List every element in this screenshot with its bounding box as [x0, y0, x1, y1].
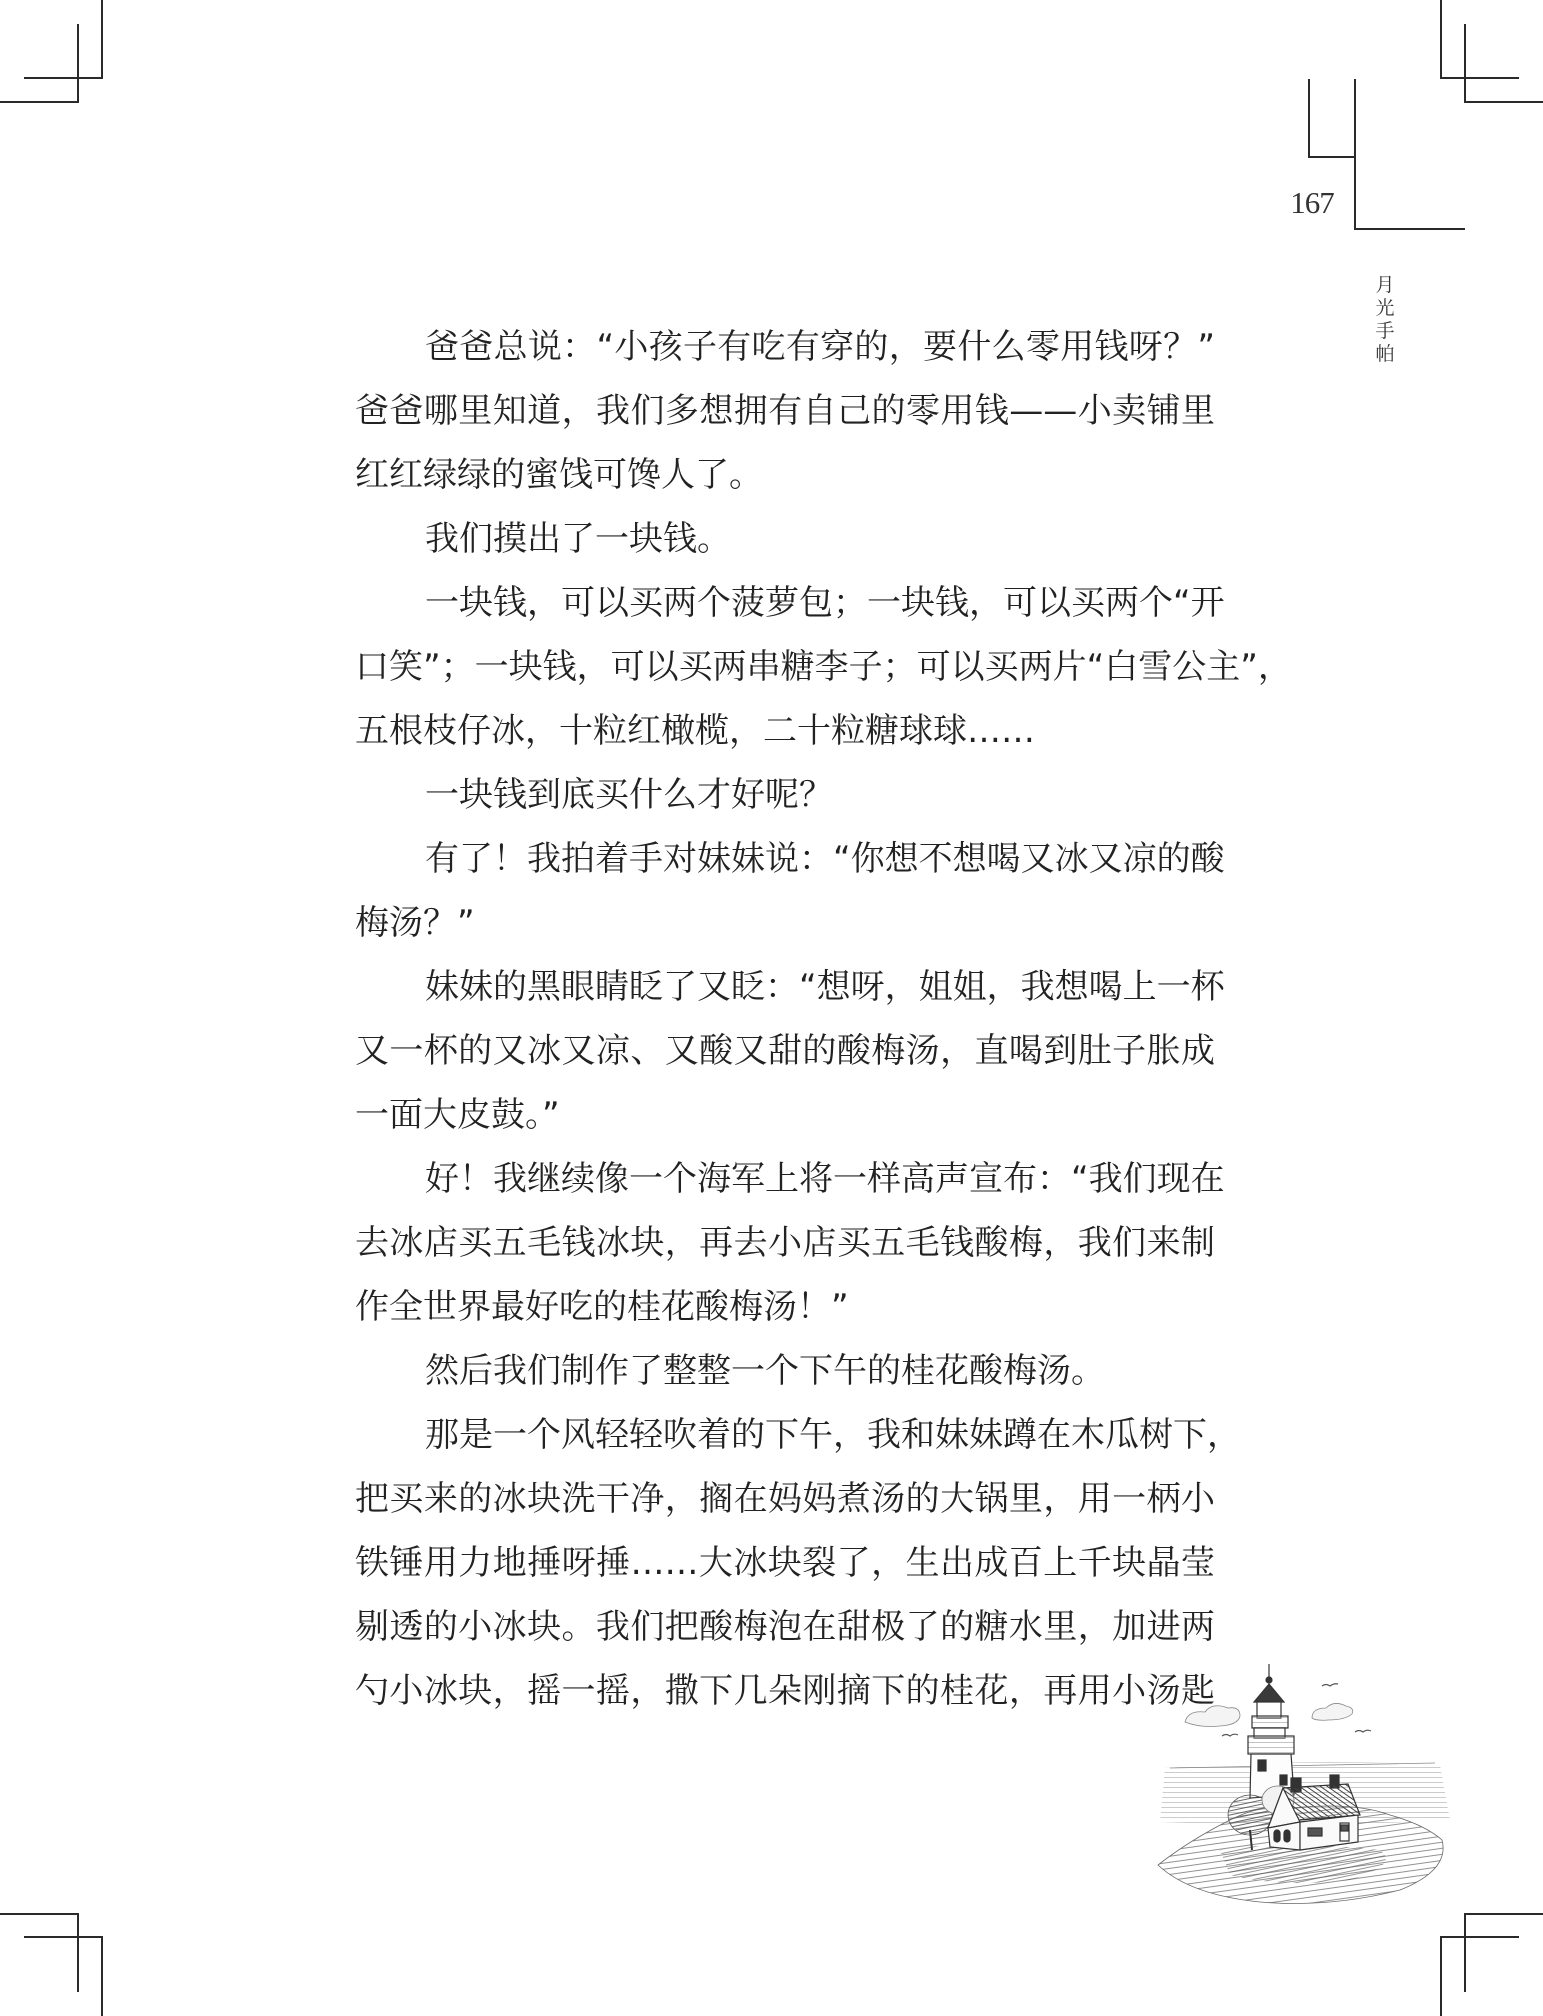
- running-title-char: 帕: [1375, 343, 1395, 365]
- text-line: 一面大皮鼓。”: [355, 1095, 560, 1135]
- text-line: 妹妹的黑眼睛眨了又眨：“想呀，姐姐，我想喝上一杯: [425, 967, 1225, 1007]
- text-line: 口笑”；一块钱，可以买两串糖李子；可以买两片“白雪公主”，: [355, 647, 1292, 687]
- text-line: 把买来的冰块洗干净，搁在妈妈煮汤的大锅里，用一柄小: [355, 1479, 1215, 1519]
- text-line: 铁锤用力地捶呀捶……大冰块裂了，生出成百上千块晶莹: [355, 1543, 1215, 1583]
- text-line: 一块钱到底买什么才好呢？: [425, 775, 833, 815]
- crop-mark: [24, 1936, 103, 1938]
- crop-mark: [0, 101, 79, 103]
- crop-mark: [1440, 1936, 1519, 1938]
- text-line: 去冰店买五毛钱冰块，再去小店买五毛钱酸梅，我们来制: [355, 1223, 1215, 1263]
- crop-mark: [1464, 1913, 1543, 1915]
- text-line: 作全世界最好吃的桂花酸梅汤！”: [355, 1287, 849, 1327]
- crop-mark: [1440, 0, 1442, 79]
- crop-mark: [77, 24, 79, 103]
- page-number: 167: [1290, 185, 1334, 220]
- running-title-char: 光: [1375, 297, 1395, 319]
- text-line: 红红绿绿的蜜饯可馋人了。: [355, 455, 763, 495]
- text-line: 爸爸哪里知道，我们多想拥有自己的零用钱——小卖铺里: [355, 391, 1215, 431]
- crop-mark: [0, 1913, 79, 1915]
- text-line: 五根枝仔冰，十粒红橄榄，二十粒糖球球……: [355, 711, 1035, 751]
- text-line: 那是一个风轻轻吹着的下午，我和妹妹蹲在木瓜树下，: [425, 1415, 1241, 1455]
- lighthouse-illustration: [1150, 1650, 1470, 1930]
- text-line: 然后我们制作了整整一个下午的桂花酸梅汤。: [425, 1351, 1105, 1391]
- text-line: 梅汤？”: [355, 903, 475, 943]
- running-title-char: 月: [1375, 274, 1395, 296]
- crop-mark: [1440, 77, 1519, 79]
- text-line: 有了！我拍着手对妹妹说：“你想不想喝又冰又凉的酸: [425, 839, 1225, 879]
- header-bracket-line: [1308, 156, 1355, 158]
- crop-mark: [1464, 24, 1466, 103]
- crop-mark: [1440, 1936, 1442, 2016]
- text-line: 好！我继续像一个海军上将一样高声宣布：“我们现在: [425, 1159, 1225, 1199]
- header-bracket-line: [1308, 79, 1310, 158]
- header-bracket-line: [1354, 79, 1356, 230]
- running-title: [1374, 274, 1396, 366]
- crop-mark: [1464, 101, 1543, 103]
- text-line: 勺小冰块，摇一摇，撒下几朵刚摘下的桂花，再用小汤匙: [355, 1671, 1215, 1711]
- crop-mark: [77, 1913, 79, 1992]
- text-line: 一块钱，可以买两个菠萝包；一块钱，可以买两个“开: [425, 583, 1225, 623]
- text-line: 剔透的小冰块。我们把酸梅泡在甜极了的糖水里，加进两: [355, 1607, 1215, 1647]
- text-line: 又一杯的又冰又凉、又酸又甜的酸梅汤，直喝到肚子胀成: [355, 1031, 1215, 1071]
- crop-mark: [101, 1936, 103, 2016]
- crop-mark: [24, 77, 103, 79]
- running-title-char: 手: [1375, 320, 1395, 342]
- crop-mark: [101, 0, 103, 79]
- header-bracket-line: [1354, 228, 1465, 230]
- text-line: 爸爸总说：“小孩子有吃有穿的，要什么零用钱呀？”: [425, 327, 1215, 367]
- text-line: 我们摸出了一块钱。: [425, 519, 731, 559]
- lighthouse: [1248, 1664, 1294, 1798]
